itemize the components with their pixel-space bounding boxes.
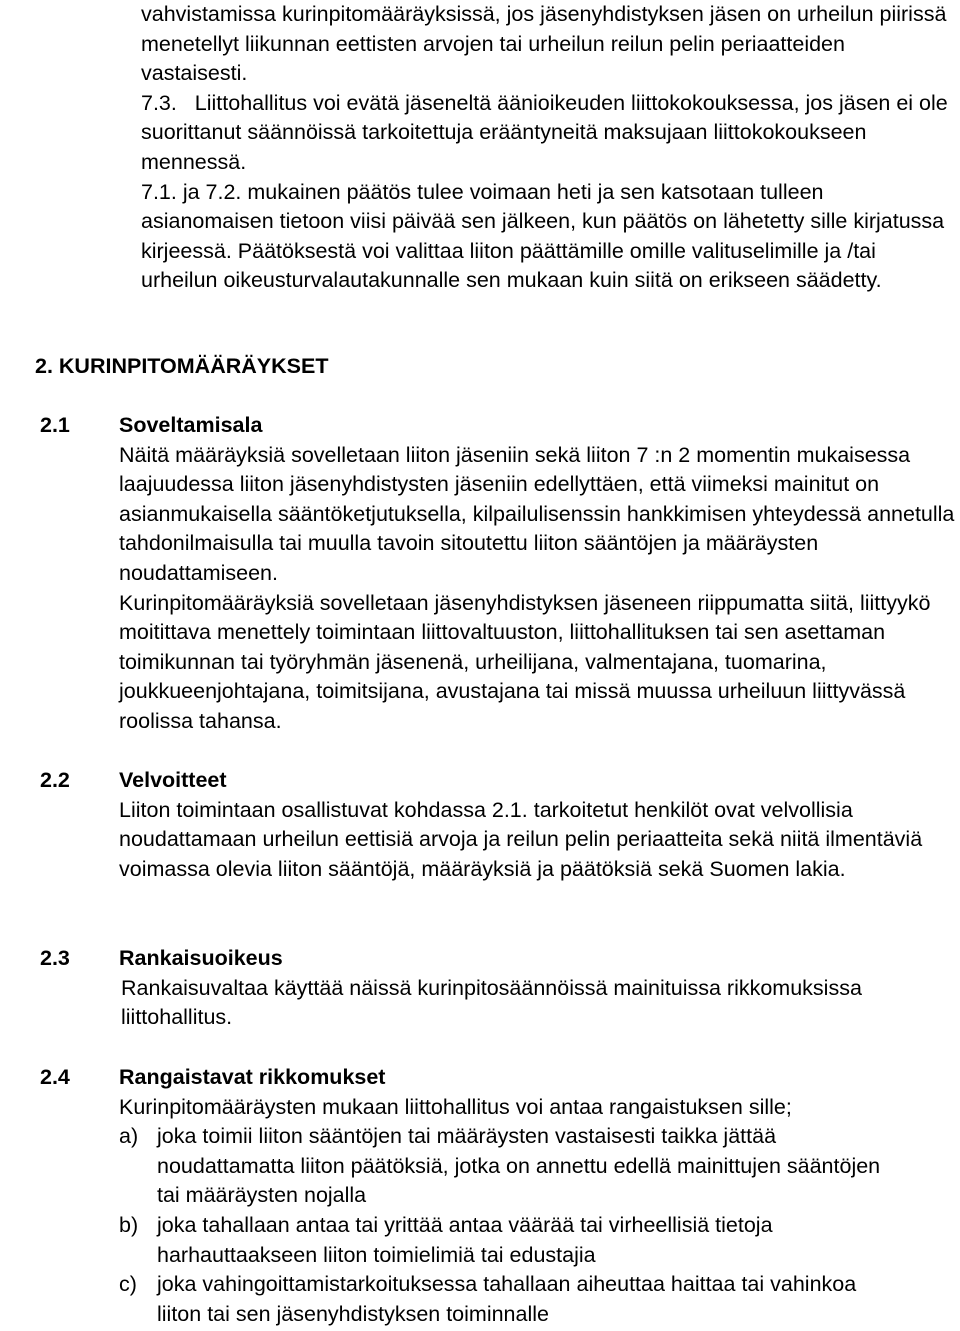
section-2-4-body [119, 1093, 955, 1330]
list-item-marker: b) [119, 1212, 139, 1237]
section-number: 2.2 [40, 768, 70, 792]
list-item-text: joka tahallaan antaa tai yrittää antaa väärää tai virheellisiä tietoja harhauttaakseen liiton toimielimiä tai edustajia [157, 1212, 773, 1267]
list-item [119, 1122, 889, 1211]
section-2-2 [40, 766, 955, 884]
section-2-4-header [40, 1063, 955, 1093]
section-2-1-body [119, 441, 955, 737]
list-item [119, 1270, 889, 1329]
list-item-marker: c) [119, 1272, 137, 1297]
section-2-1-paragraph-1: Näitä määräyksiä sovelletaan liiton jäseniin sekä liiton 7 :n 2 momentin mukaisessa laajuudessa liiton jäsenyhdistysten jäseniin edellyttäen, että viimeksi mainitut on asianmukaisella sääntöketjutuksella, kilpailulisenssin hankkimisen yhteydessä annetulla tahdonilmaisulla tai muulla tavoin sitoutettu liiton sääntöjen ja määräysten noudattamiseen. [119, 442, 955, 585]
section-2-1-paragraph-2: Kurinpitomääräyksiä sovelletaan jäsenyhdistyksen jäseneen riippumatta siitä, liittyykö moitittava menettely toimintaan liittovaltuuston, liittohallituksen tai sen asettaman toimikunnan tai työryhmän jäsenenä, urheilijana, valmentajana, tuomarina, joukkueenjohtajana, toimitsijana, avustajana tai missä muussa urheiluun liittyvässä roolissa tahansa. [119, 590, 931, 733]
section-2-3-header [40, 944, 955, 974]
section-2-2-paragraph-1: Liiton toimintaan osallistuvat kohdassa 2.1. tarkoitetut henkilöt ovat velvollisia noudattamaan urheilun eettisiä arvoja ja reilun pelin periaatteita sekä niitä ilmentäviä voimassa olevia liiton sääntöjä, määräyksiä ja päätöksiä sekä Suomen lakia. [119, 797, 923, 881]
intro-paragraph-continuation: vahvistamissa kurinpitomääräyksissä, jos jäsenyhdistyksen jäsen on urheilun piirissä menetellyt liikunnan eettisten arvojen tai urheilun reilun pelin periaatteiden vastaisesti. [141, 2, 947, 86]
section-number: 2.3 [40, 946, 70, 970]
section-2-2-body [119, 796, 955, 885]
section-2-1 [40, 411, 955, 737]
section-2-2-header [40, 766, 955, 796]
section-title: Velvoitteet [119, 768, 227, 792]
section-2-3-body [121, 974, 881, 1033]
section-title: Rankaisuoikeus [119, 946, 283, 970]
section-title: Soveltamisala [119, 413, 263, 437]
section-2-3-paragraph-1: Rankaisuvaltaa käyttää näissä kurinpitosäännöissä mainituissa rikkomuksissa liittohallitus. [121, 975, 862, 1030]
section-2-1-header [40, 411, 955, 441]
intro-paragraph-decision: 7.1. ja 7.2. mukainen päätös tulee voimaan heti ja sen katsotaan tulleen asianomaisen tietoon viisi päivää sen jälkeen, kun päätös on lähetetty sille kirjatussa kirjeessä. Päätöksestä voi valittaa liiton päättämille omille valituselimille ja /tai urheilun oikeusturvalautakunnalle sen mukaan kuin siitä on erikseen säädetty. [141, 179, 945, 293]
intro-paragraph-7-3: 7.3. Liittohallitus voi evätä jäseneltä äänioikeuden liittokokouksessa, jos jäsen ei ole suorittanut säännöissä tarkoitettuja erääntyneitä maksujaan liittokokoukseen mennessä. [141, 90, 954, 174]
violation-list [119, 1122, 889, 1329]
intro-section [141, 0, 956, 296]
section-number: 2.1 [40, 413, 70, 437]
list-item-text: joka vahingoittamistarkoituksessa tahallaan aiheuttaa haittaa tai vahinkoa liiton tai sen jäsenyhdistyksen toiminnalle [157, 1272, 857, 1326]
section-number: 2.4 [40, 1065, 70, 1089]
section-2-3 [40, 944, 955, 1033]
list-item-text: joka toimii liiton sääntöjen tai määräysten vastaisesti taikka jättää noudattamatta liiton päätöksiä, jotka on annettu edellä mainittujen sääntöjen tai määräysten nojalla [157, 1124, 881, 1208]
section-title: Rangaistavat rikkomukset [119, 1065, 386, 1089]
section-2-4 [40, 1063, 955, 1329]
section-2-4-paragraph-1: Kurinpitomääräysten mukaan liittohallitus voi antaa rangaistuksen sille; [119, 1094, 792, 1119]
list-item [119, 1211, 889, 1270]
section-heading: 2. KURINPITOMÄÄRÄYKSET [35, 354, 329, 378]
list-item-marker: a) [119, 1124, 139, 1149]
